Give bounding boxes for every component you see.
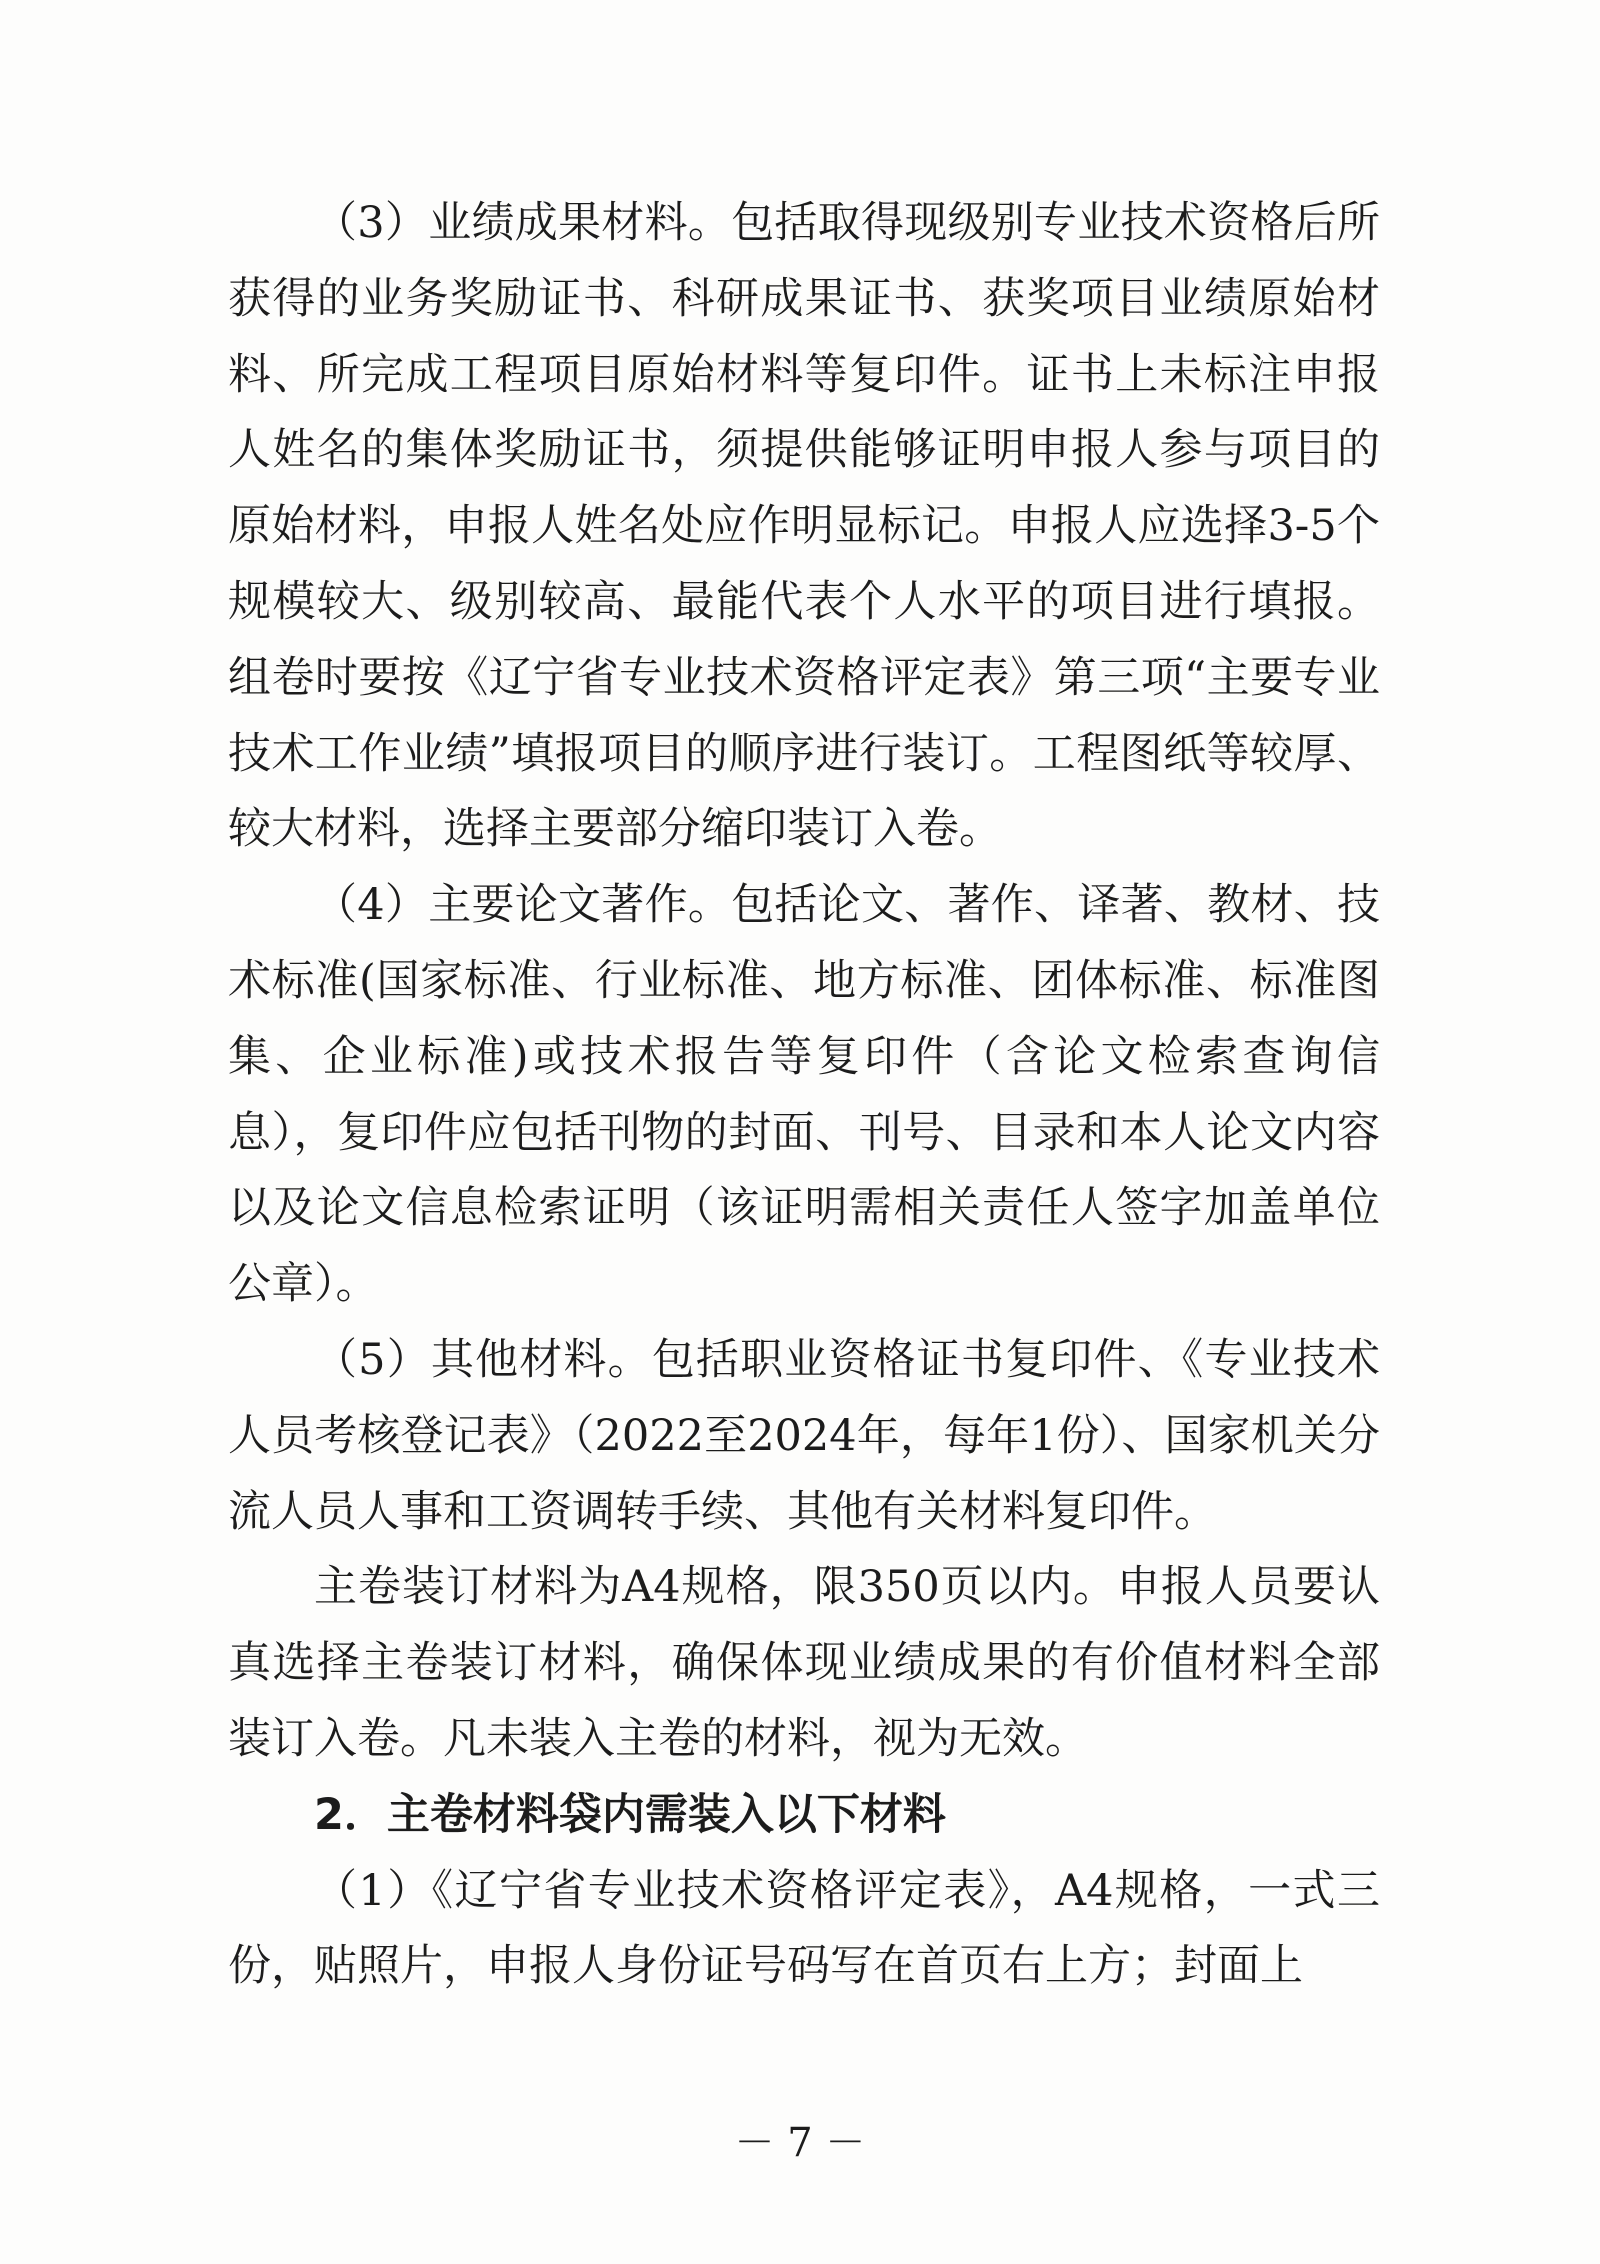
paragraph-papers-works: （4）主要论文著作。包括论文、著作、译著、教材、技术标准(国家标准、行业标准、地方标准、团体标准、标准图集、企业标准)或技术报告等复印件（含论文检索查询信息），复印件应包括刊物的封面、刊号、目录和本人论文内容以及论文信息检索证明（该证明需相关责任人签字加盖单位公章）。 <box>228 880 1380 1310</box>
document-body <box>228 186 1380 2005</box>
paragraph-evaluation-form: （1）《辽宁省专业技术资格评定表》，A4规格，一式三份，贴照片，申报人身份证号码写在首页右上方；封面上 <box>228 1865 1380 1992</box>
page-number: － 7 － <box>734 2120 866 2166</box>
section-heading: 2．主卷材料袋内需装入以下材料 <box>314 1789 946 1840</box>
paragraph-performance-materials: （3）业绩成果材料。包括取得现级别专业技术资格后所获得的业务奖励证书、科研成果证书、获奖项目业绩原始材料、所完成工程项目原始材料等复印件。证书上未标注申报人姓名的集体奖励证书，须提供能够证明申报人参与项目的原始材料，申报人姓名处应作明显标记。申报人应选择3-5个规模较大、级别较高、最能代表个人水平的项目进行填报。组卷时要按《辽宁省专业技术资格评定表》第三项“主要专业技术工作业绩”填报项目的顺序进行装订。工程图纸等较厚、较大材料，选择主要部分缩印装订入卷。 <box>228 198 1380 855</box>
paragraph-binding-rules: 主卷装订材料为A4规格，限350页以内。申报人员要认真选择主卷装订材料，确保体现业绩成果的有价值材料全部装订入卷。凡未装入主卷的材料，视为无效。 <box>228 1562 1380 1764</box>
paragraph-other-materials: （5）其他材料。包括职业资格证书复印件、《专业技术人员考核登记表》（2022至2024年，每年1份）、国家机关分流人员人事和工资调转手续、其他有关材料复印件。 <box>228 1334 1380 1537</box>
